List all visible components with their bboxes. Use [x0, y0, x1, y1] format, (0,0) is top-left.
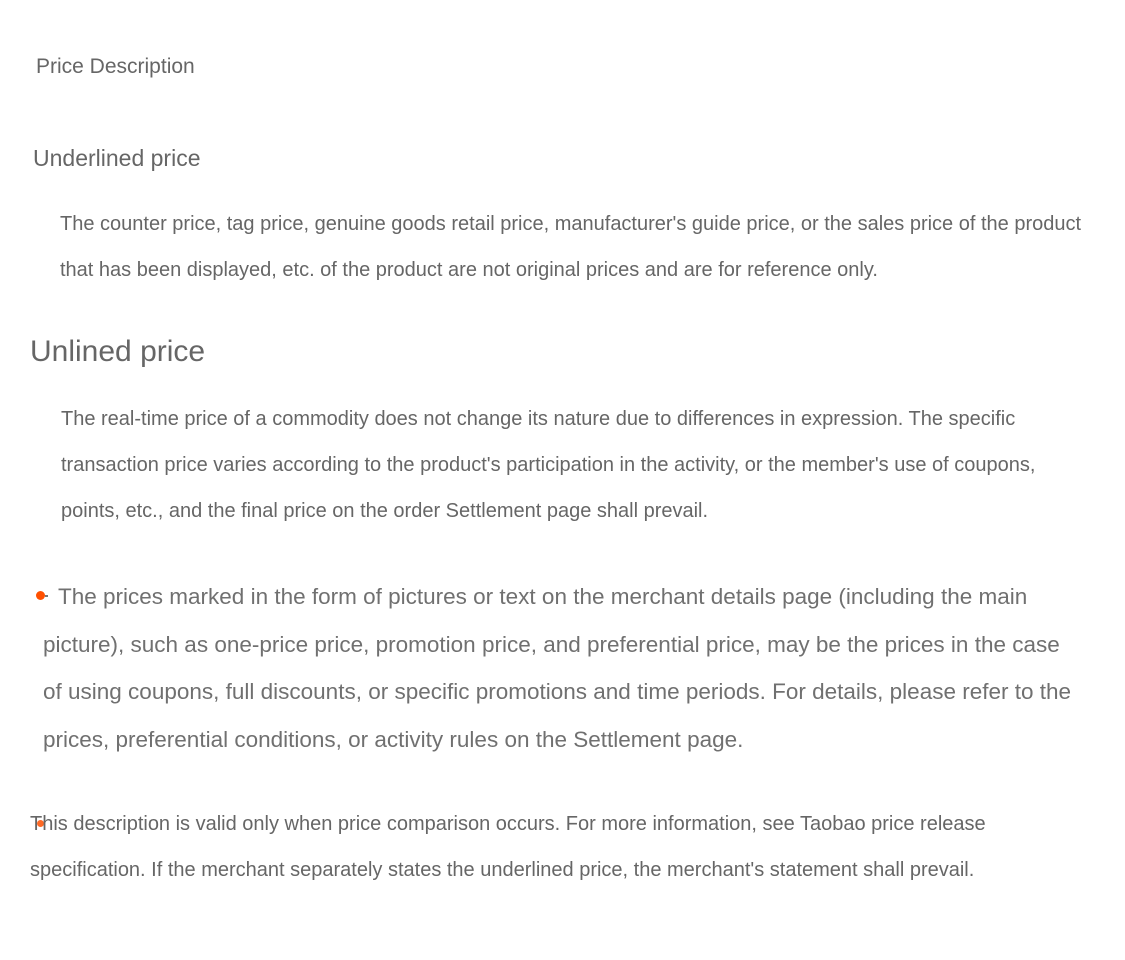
- promo-price-note-text: The prices marked in the form of pictures or text on the merchant details page (including the main picture), such as one-price price, promotion price, and preferential price, may be the prices in the case of using coupons, full discounts, or specific promotions and time periods. For details, please refer to the prices, preferential conditions, or activity rules on the Settlement page.: [43, 584, 1072, 752]
- underlined-price-description: The counter price, tag price, genuine goods retail price, manufacturer's guide price, or the sales price of the product that has been displayed, etc. of the product are not original prices and are for reference only.: [60, 213, 1082, 281]
- page-title: Price Description: [36, 55, 195, 78]
- unlined-price-description: The real-time price of a commodity does not change its nature due to differences in expression. The specific transaction price varies according to the product's participation in the activity, or the member's use of coupons, points, etc., and the final price on the order Settlement page shall prevail.: [61, 408, 1036, 522]
- promo-price-note: [43, 573, 1073, 763]
- validity-note: This description is valid only when price comparison occurs. For more information, see Taobao price release specification. If the merchant separately states the underlined price, the merchant's statement shall prevail.: [30, 813, 986, 881]
- unlined-price-heading: Unlined price: [30, 335, 206, 368]
- underlined-price-heading: Underlined price: [33, 145, 201, 171]
